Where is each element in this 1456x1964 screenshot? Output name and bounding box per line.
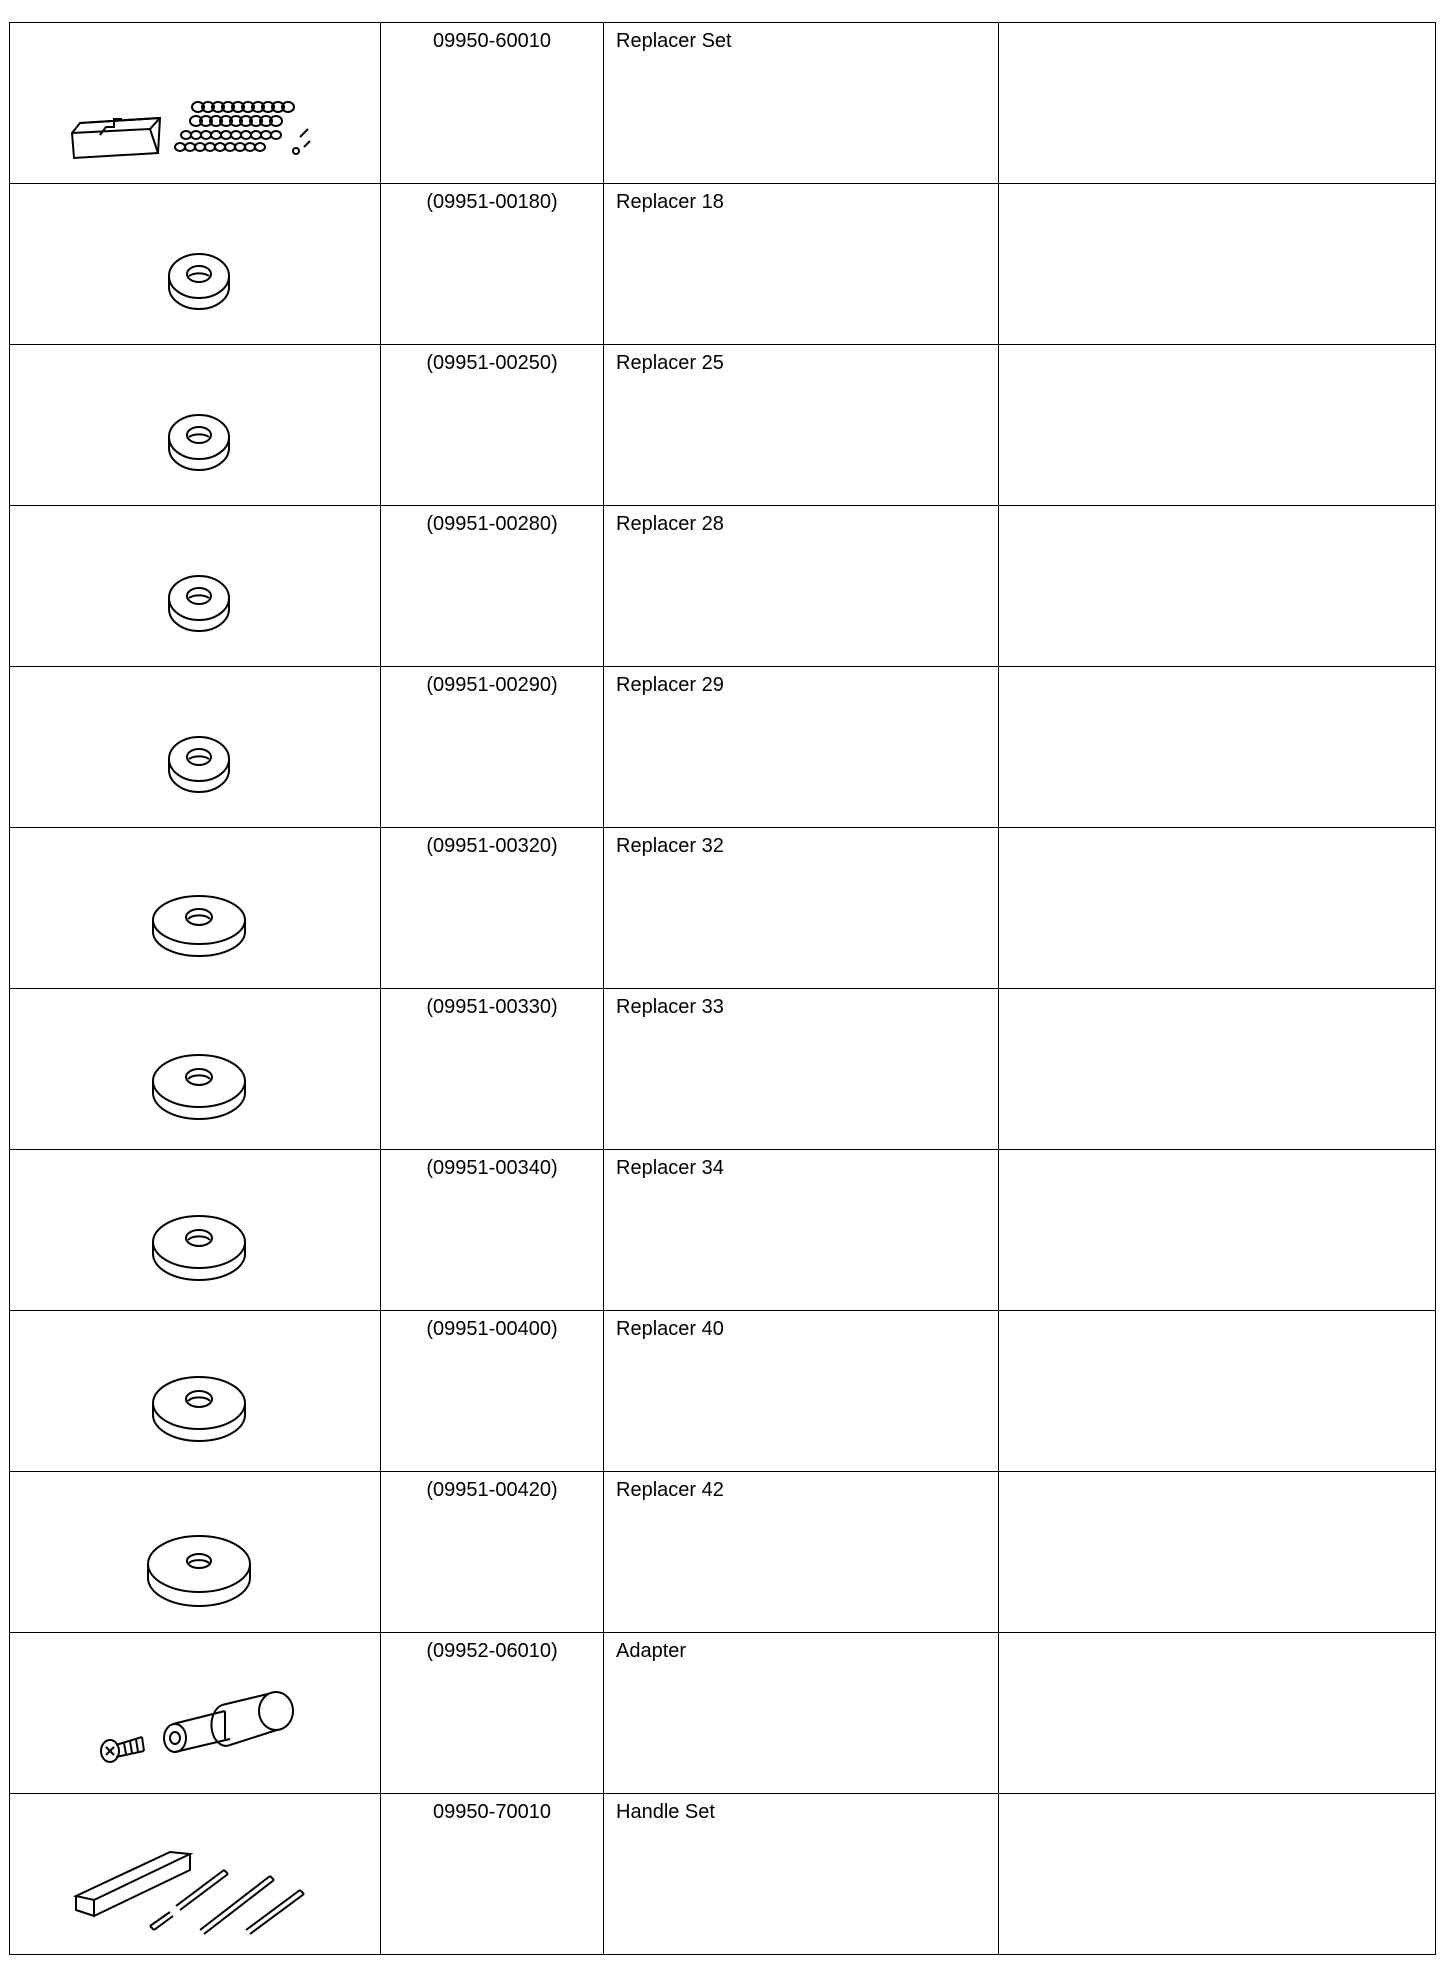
- adapter-icon: [10, 1633, 380, 1793]
- replacer-ring-icon: [10, 1311, 380, 1471]
- part-number-cell: [381, 1633, 604, 1794]
- replacer-ring-icon: [10, 828, 380, 988]
- tool-name-cell: [604, 667, 999, 828]
- replacer-ring-icon: [10, 345, 380, 505]
- part-number-cell: [381, 1311, 604, 1472]
- replacer-ring-icon: [10, 184, 380, 344]
- table-row: [10, 184, 1436, 345]
- tool-name: Replacer 28: [616, 513, 724, 535]
- tool-name-cell: [604, 345, 999, 506]
- tool-illustration-cell: [10, 1150, 381, 1311]
- tool-name: Replacer Set: [616, 30, 732, 52]
- part-number: 09950-60010: [433, 30, 551, 52]
- part-number-cell: [381, 667, 604, 828]
- replacer-ring-icon: [10, 989, 380, 1149]
- part-number-cell: [381, 506, 604, 667]
- tool-name-cell: [604, 1794, 999, 1955]
- part-number: (09951-00290): [426, 674, 558, 696]
- tool-name: Handle Set: [616, 1801, 715, 1823]
- part-number-cell: [381, 345, 604, 506]
- table-row: [10, 1311, 1436, 1472]
- notes-cell: [999, 506, 1436, 667]
- tool-name: Replacer 29: [616, 674, 724, 696]
- part-number-cell: [381, 1794, 604, 1955]
- tool-illustration-cell: [10, 1633, 381, 1794]
- tool-name: Replacer 18: [616, 191, 724, 213]
- part-number: (09951-00250): [426, 352, 558, 374]
- table-row: [10, 1472, 1436, 1633]
- notes-cell: [999, 1150, 1436, 1311]
- part-number: 09950-70010: [433, 1801, 551, 1823]
- table-row: [10, 506, 1436, 667]
- replacer-ring-icon: [10, 1150, 380, 1310]
- part-number-cell: [381, 989, 604, 1150]
- tool-name: Replacer 33: [616, 996, 724, 1018]
- part-number: (09951-00280): [426, 513, 558, 535]
- tool-name-cell: [604, 506, 999, 667]
- replacer-ring-icon: [10, 1472, 380, 1632]
- tool-name-cell: [604, 828, 999, 989]
- replacer-ring-icon: [10, 506, 380, 666]
- notes-cell: [999, 184, 1436, 345]
- table-row: [10, 23, 1436, 184]
- notes-cell: [999, 828, 1436, 989]
- notes-cell: [999, 1311, 1436, 1472]
- tool-name: Replacer 32: [616, 835, 724, 857]
- notes-cell: [999, 667, 1436, 828]
- handle-set-icon: [10, 1794, 380, 1954]
- notes-cell: [999, 989, 1436, 1150]
- part-number: (09951-00420): [426, 1479, 558, 1501]
- table-row: [10, 667, 1436, 828]
- part-number-cell: [381, 828, 604, 989]
- tool-illustration-cell: [10, 506, 381, 667]
- notes-cell: [999, 1633, 1436, 1794]
- table-row: [10, 1150, 1436, 1311]
- tool-name-cell: [604, 1311, 999, 1472]
- tool-name-cell: [604, 184, 999, 345]
- tool-name-cell: [604, 1633, 999, 1794]
- tool-name-cell: [604, 23, 999, 184]
- replacer-ring-icon: [10, 667, 380, 827]
- replacer-set-case-icon: [10, 23, 380, 183]
- tool-name: Replacer 25: [616, 352, 724, 374]
- tool-illustration-cell: [10, 1311, 381, 1472]
- part-number-cell: [381, 184, 604, 345]
- special-tools-table: [9, 22, 1436, 1955]
- tool-illustration-cell: [10, 184, 381, 345]
- part-number-cell: [381, 1472, 604, 1633]
- notes-cell: [999, 345, 1436, 506]
- part-number: (09951-00320): [426, 835, 558, 857]
- notes-cell: [999, 23, 1436, 184]
- tool-illustration-cell: [10, 667, 381, 828]
- table-row: [10, 989, 1436, 1150]
- tool-name-cell: [604, 989, 999, 1150]
- part-number: (09951-00400): [426, 1318, 558, 1340]
- tool-illustration-cell: [10, 23, 381, 184]
- part-number-cell: [381, 1150, 604, 1311]
- part-number: (09951-00340): [426, 1157, 558, 1179]
- tool-illustration-cell: [10, 345, 381, 506]
- tool-illustration-cell: [10, 1472, 381, 1633]
- table-row: [10, 828, 1436, 989]
- table-row: [10, 1633, 1436, 1794]
- part-number: (09951-00330): [426, 996, 558, 1018]
- part-number: (09951-00180): [426, 191, 558, 213]
- tool-illustration-cell: [10, 828, 381, 989]
- tool-name: Replacer 34: [616, 1157, 724, 1179]
- tool-name: Replacer 40: [616, 1318, 724, 1340]
- table-row: [10, 345, 1436, 506]
- tool-name: Adapter: [616, 1640, 687, 1662]
- part-number: (09952-06010): [426, 1640, 558, 1662]
- part-number-cell: [381, 23, 604, 184]
- tool-illustration-cell: [10, 1794, 381, 1955]
- tool-name: Replacer 42: [616, 1479, 724, 1501]
- table-row: [10, 1794, 1436, 1955]
- tool-name-cell: [604, 1472, 999, 1633]
- tool-illustration-cell: [10, 989, 381, 1150]
- notes-cell: [999, 1472, 1436, 1633]
- tool-name-cell: [604, 1150, 999, 1311]
- notes-cell: [999, 1794, 1436, 1955]
